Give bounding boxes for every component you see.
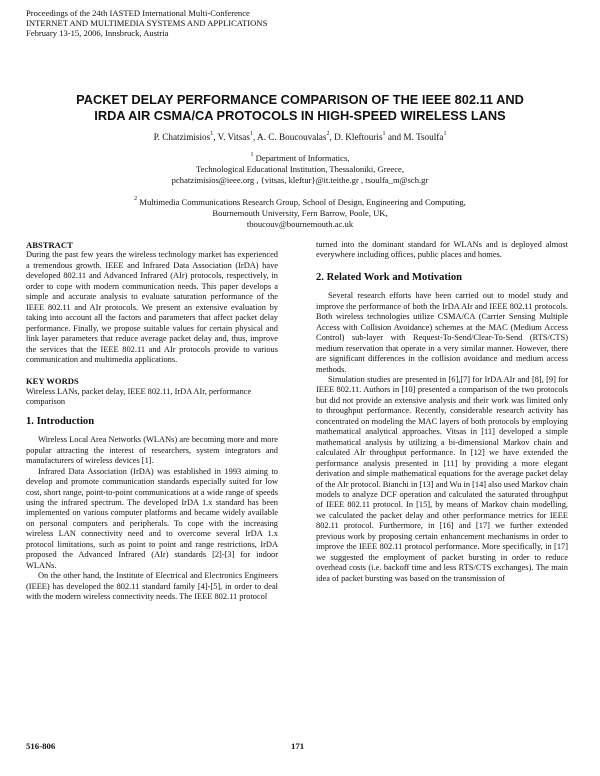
section-1-continuation: turned into the dominant standard for WLANs and is deployed almost everywhere including offices, public places and homes. (316, 240, 568, 260)
section-1-paragraph: Infrared Data Association (IrDA) was established in 1993 aiming to develop and promote communication standards especially suited for low cost, short range, point-to-point communications at a wide range of speeds using the infrared spectrum. The developed IrDA 1.x standard has been implemented on various computer platforms and became widely available on personal computers and peripherals. To cope with the increasing wireless LAN connectivity need and to overcome several IrDA 1.x protocol limitations, such as point to point and range restrictions, IrDA proposed the Advanced Infrared (AIr) standards [2]-[3] for indoor WLANs. (26, 466, 278, 570)
page-number: 171 (291, 741, 305, 751)
paper-title (40, 92, 560, 124)
section-1-paragraph: Wireless Local Area Networks (WLANs) are becoming more and more popular attracting the interest of researchers, system integrators and manufacturers of wireless devices [1]. (26, 435, 278, 466)
affiliation-email: tboucouv@bournemouth.ac.uk (246, 218, 354, 229)
author-name: P. Chatzimisios (153, 132, 211, 142)
paper-id: 516-806 (26, 741, 56, 751)
section-2-paragraph: Several research efforts have been carried out to model study and improve the performance of both the IrDA AIr and IEEE 802.11 protocols. Both wireless technologies utilize CSMA/CA (Carrier Sensing Multiple Access with Collision Avoidance) schemes at the MAC (Medium Access Control) sub-layer with Request-To-Send/Clear-To-Send (RTS/CTS) medium reservation that operate in a very similar manner. However, there are significant differences in the collision avoidance and medium access methods. (316, 291, 568, 374)
author-list (50, 132, 550, 143)
keywords-text: Wireless LANs, packet delay, IEEE 802.11, IrDA AIr, performance comparison (26, 386, 252, 407)
title-line-2: IRDA AIR CSMA/CA PROTOCOLS IN HIGH-SPEED WIRELESS LANS (94, 108, 506, 123)
affiliation-university: Bournemouth University, Fern Barrow, Poole, UK, (212, 207, 388, 218)
conference-line-3: February 13-15, 2006, Innsbruck, Austria (26, 28, 169, 39)
title-line-1: PACKET DELAY PERFORMANCE COMPARISON OF THE IEEE 802.11 AND (76, 92, 524, 107)
author-name: , D. Kleftouris (329, 132, 383, 142)
author-affiliation-mark: 2 (326, 131, 330, 137)
affiliation-emails: pchatzimisios@ieee.org , {vitsas, kleftur}@it.teithe.gr , tsoulfa_m@sch.gr (171, 174, 429, 185)
affiliation-group: Multimedia Communications Research Group, School of Design, Engineering and Computing, (137, 197, 466, 207)
left-column (26, 240, 278, 603)
keywords-heading: KEY WORDS (26, 376, 79, 387)
right-column (316, 240, 568, 584)
author-affiliation-mark: 1 (210, 131, 214, 137)
author-affiliation-mark: 1 (443, 131, 447, 137)
affiliation-1 (50, 153, 550, 185)
affiliation-institution: Technological Educational Institution, Thessaloniki, Greece, (195, 163, 405, 174)
author-name: , V. Vitsas (213, 132, 250, 142)
affiliation-2 (50, 197, 550, 229)
section-1-heading: 1. Introduction (26, 415, 95, 427)
conference-line-1: Proceedings of the 24th IASTED International Multi-Conference (26, 8, 250, 18)
conference-header (26, 8, 586, 39)
author-affiliation-mark: 1 (382, 131, 386, 137)
conference-line-2: INTERNET AND MULTIMEDIA SYSTEMS AND APPLICATIONS (26, 18, 268, 29)
author-name: and M. Tsoulfa (385, 132, 444, 142)
section-1-paragraph: On the other hand, the Institute of Electrical and Electronics Engineers (IEEE) has developed the 802.11 standard family [4]-[5], in order to deal with the modern wireless connectivity needs. The IEEE 802.11 protocol (26, 571, 278, 602)
author-name: , A. C. Boucouvalas (252, 132, 327, 142)
section-2-heading: 2. Related Work and Motivation (316, 271, 463, 283)
affiliation-mark: 2 (134, 196, 138, 202)
affiliation-department: Department of Informatics, (253, 153, 350, 163)
abstract-heading: ABSTRACT (26, 240, 73, 250)
abstract-text: During the past few years the wireless technology market has experienced a tremendous growth. IEEE and Infrared Data Association (IrDA) have developed 802.11 and Advanced Infrared (AIr) protocols, respectively, in order to cope with modern communication needs. This paper develops a simple and accurate analysis to evaluate saturation performance of the IEEE 802.11 and AIr protocols. We present an extensive evaluation by taking into account all the factors and parameters that affect packet delay performance. Finally, we propose suitable values for certain physical and link layer parameters that reduce average packet delay and, thus, improve the services that the IEEE 802.11 and AIr protocols provide to various communication and multimedia applications. (26, 250, 278, 364)
affiliation-mark: 1 (250, 152, 254, 158)
author-affiliation-mark: 1 (249, 131, 253, 137)
section-2-paragraph: Simulation studies are presented in [6],[7] for IrDA AIr and [8], [9] for IEEE 802.11. Authors in [10] presented a comparison of the two protocols but did not provide an extensive analysis and their work was limited only to throughput performance. Recently, considerable research activity has concentrated on modeling the MAC layers of both protocols by employing mathematical analytical approaches. Vitsas in [11] developed a simple mathematical analysis by utilizing a bi-dimensional Markov chain and calculated AIr throughput performance. In [12] we have extended the performance analysis presented in [11] by providing a more elegant derivation and simple mathematical equations for the average packet delay of the AIr protocol. Bianchi in [13] and Wu in [14] also used Markov chain models to analyze DCF operation and calculated the saturated throughput of IEEE 802.11 protocol. In [15], by means of Markov chain modelling, we calculated the packet delay and other performance metrics for IEEE 802.11 protocol. Furthermore, in [16] and [17] we further extended previous work by proposing certain enhancement mechanisms in order to improve the IEEE 802.11 protocol performance. More specifically, in [17] we suggested the employment of packet bursting in order to reduce overhead costs (i.e. backoff time and less RTS/CTS exchanges). The main idea of packet bursting was based on the transmission of (316, 374, 568, 583)
